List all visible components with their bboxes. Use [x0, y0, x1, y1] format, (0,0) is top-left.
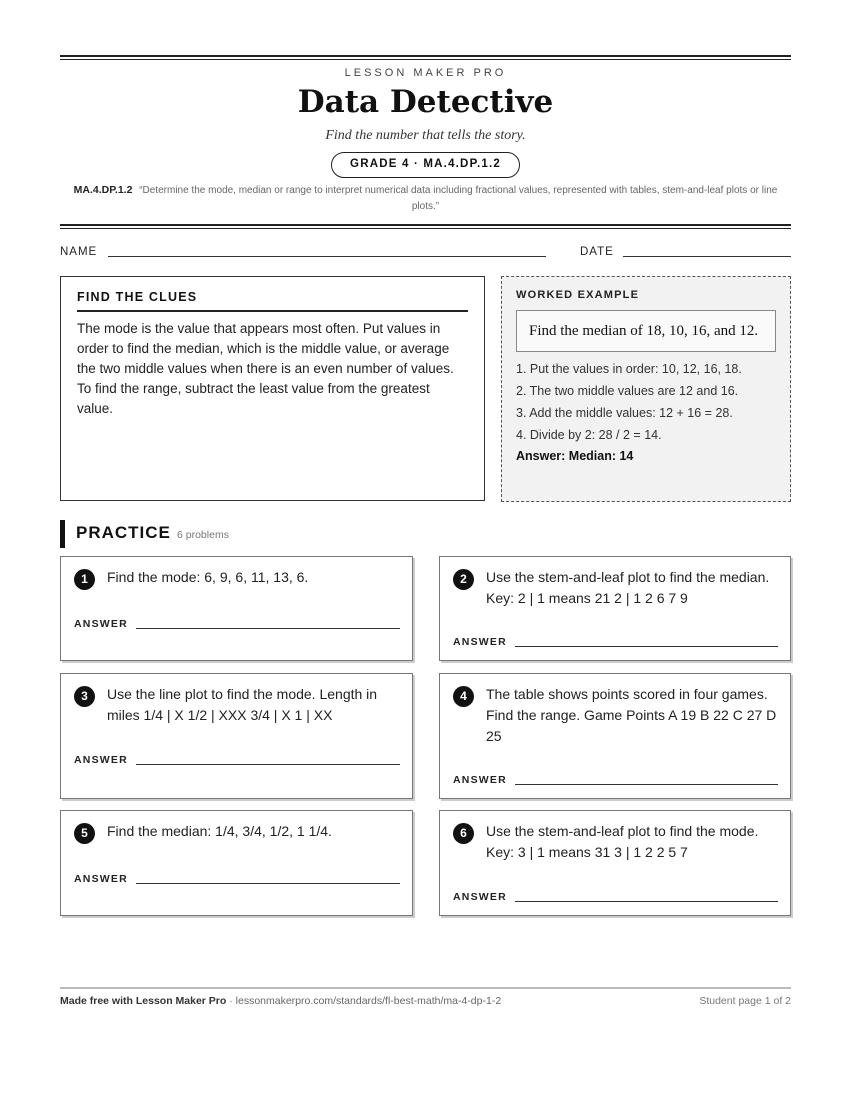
worksheet-subtitle: Find the number that tells the story.: [325, 128, 526, 143]
problem-number-badge: 4: [453, 686, 474, 707]
footer-url[interactable]: · lessonmakerpro.com/standards/fl-best-math/ma-4-dp-1-2: [226, 995, 502, 1007]
answer-field-3[interactable]: [136, 764, 400, 765]
practice-accent-bar: [60, 520, 65, 548]
problem-number-badge: 1: [74, 569, 95, 590]
problem-card-2: [439, 556, 791, 661]
problem-text: Find the mode: 6, 9, 6, 11, 13, 6.: [107, 569, 309, 585]
worked-example-step: 2. The two middle values are 12 and 16.: [516, 384, 739, 398]
standard-text: “Determine the mode, median or range to interpret numerical data including fractional values, represented with tables, stem-and-leaf plots or line plots.”: [139, 185, 778, 212]
answer-field-6[interactable]: [515, 901, 778, 902]
worked-example-steps: [516, 358, 776, 446]
worked-example-step: 4. Divide by 2: 28 / 2 = 14.: [516, 428, 662, 442]
answer-field-5[interactable]: [136, 883, 400, 884]
worked-example-panel: [501, 276, 791, 502]
name-label: NAME: [60, 246, 98, 258]
footer-page-number: Student page 1 of 2: [699, 995, 791, 1007]
problem-text: The table shows points scored in four games. Find the range. Game Points A 19 B 22 C 27 D 25: [486, 686, 777, 744]
standard-statement: [60, 182, 791, 215]
header-top-rule: [60, 55, 791, 60]
answer-field-2[interactable]: [515, 646, 778, 647]
problem-text: Find the median: 1/4, 3/4, 1/2, 1 1/4.: [107, 823, 332, 839]
worksheet-page: [60, 0, 791, 1100]
date-field[interactable]: [623, 256, 791, 257]
clues-title: FIND THE CLUES: [77, 290, 468, 312]
practice-title: PRACTICE: [76, 523, 171, 542]
worksheet-title: Data Detective: [297, 84, 554, 120]
name-field[interactable]: [108, 256, 546, 257]
date-label: DATE: [580, 246, 614, 258]
worked-example-step: 1. Put the values in order: 10, 12, 16, 18.: [516, 362, 742, 376]
grade-badge: GRADE 4 · MA.4.DP.1.2: [331, 152, 520, 178]
problem-text: Use the stem-and-leaf plot to find the median. Key: 2 | 1 means 21 2 | 1 2 6 7 9: [486, 569, 770, 606]
clues-body: The mode is the value that appears most often. Put values in order to find the median, which is the middle value, or average the two middle values when there is an even number of values. To find the range, subtract the least value from the greatest value.: [77, 321, 454, 416]
problem-number-badge: 3: [74, 686, 95, 707]
header-bottom-rule: [60, 224, 791, 229]
answer-label: ANSWER: [74, 873, 128, 885]
answer-label: ANSWER: [453, 636, 507, 648]
practice-count: 6 problems: [177, 529, 229, 541]
problem-card-1: [60, 556, 413, 661]
worked-example-answer: Answer: Median: 14: [516, 449, 634, 463]
worked-example-step: 3. Add the middle values: 12 + 16 = 28.: [516, 406, 733, 420]
standard-code: MA.4.DP.1.2: [73, 184, 133, 196]
footer-brand: Made free with Lesson Maker Pro: [60, 995, 227, 1007]
problem-card-3: [60, 673, 413, 799]
problem-card-6: [439, 810, 791, 916]
answer-label: ANSWER: [74, 618, 128, 630]
answer-label: ANSWER: [453, 774, 507, 786]
problem-text: Use the line plot to find the mode. Length in miles 1/4 | X 1/2 | XXX 3/4 | X 1 | XX: [107, 686, 378, 723]
worked-example-title: WORKED EXAMPLE: [516, 289, 640, 301]
problem-text: Use the stem-and-leaf plot to find the mode. Key: 3 | 1 means 31 3 | 1 2 2 5 7: [486, 823, 759, 860]
footer-credit: [60, 995, 501, 1007]
problem-card-4: [439, 673, 791, 799]
answer-field-1[interactable]: [136, 628, 400, 629]
worked-example-prompt: Find the median of 18, 10, 16, and 12.: [516, 310, 776, 352]
answer-label: ANSWER: [74, 754, 128, 766]
answer-label: ANSWER: [453, 891, 507, 903]
problem-number-badge: 5: [74, 823, 95, 844]
problem-card-5: [60, 810, 413, 916]
clues-panel: [60, 276, 485, 501]
problem-number-badge: 2: [453, 569, 474, 590]
answer-field-4[interactable]: [515, 784, 778, 785]
problem-number-badge: 6: [453, 823, 474, 844]
footer-rule: [60, 987, 791, 989]
brand-label: LESSON MAKER PRO: [344, 67, 507, 79]
